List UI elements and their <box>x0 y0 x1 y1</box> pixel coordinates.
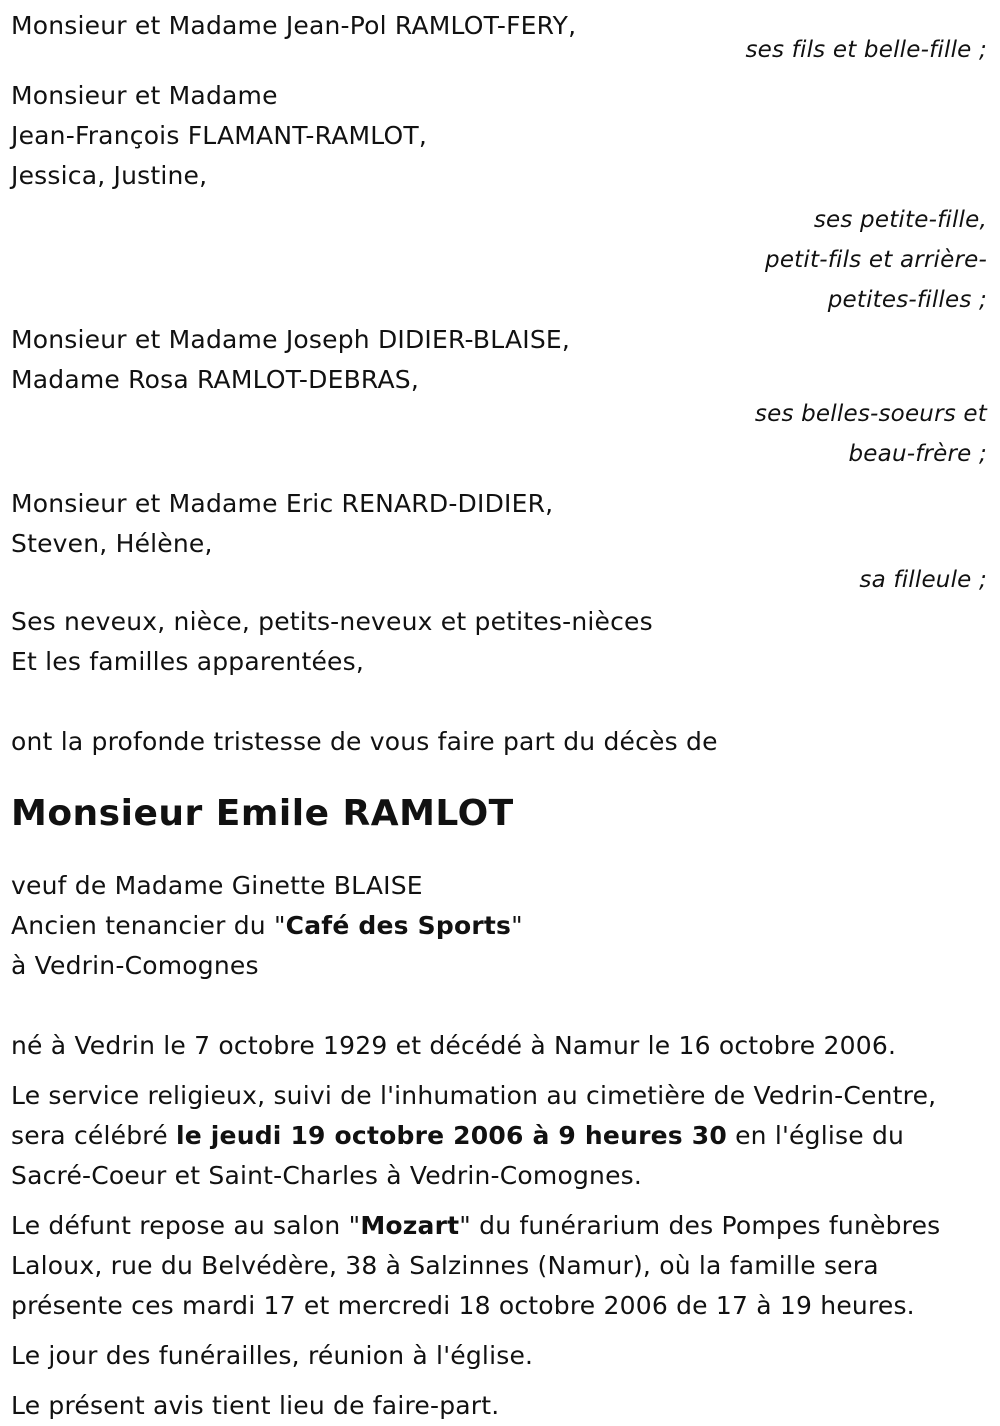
salon-name: Mozart <box>360 1211 460 1240</box>
rest-paragraph: Le défunt repose au salon "Mozart" du funérarium des Pompes funèbres Laloux, rue du Belvédère, 38 à Salzinnes (Namur), où la famille sera présente ces mardi 17 et mercredi 18 octobre 2006 de 17 à 19 heures. <box>11 1211 941 1320</box>
meeting-text: Le jour des funérailles, réunion à l'église. <box>11 1341 534 1370</box>
relation-label: sa filleule ; <box>859 567 987 593</box>
relation-label: ses fils et belle-fille ; <box>745 37 987 63</box>
occupation-line: Ancien tenancier du "Café des Sports" <box>11 911 523 940</box>
location-line: à Vedrin-Comognes <box>11 951 259 980</box>
cafe-name: Café des Sports <box>285 911 512 940</box>
family-line: Monsieur et Madame Joseph DIDIER-BLAISE, <box>11 325 571 354</box>
birth-death-dates: né à Vedrin le 7 octobre 1929 et décédé à Namur le 16 octobre 2006. <box>11 1031 897 1060</box>
announcement-text: ont la profonde tristesse de vous faire part du décès de <box>11 727 718 756</box>
relation-label: beau-frère ; <box>848 441 987 467</box>
family-line: Jean-François FLAMANT-RAMLOT, <box>11 121 428 150</box>
relation-label: ses belles-soeurs et <box>754 401 987 427</box>
family-line: Monsieur et Madame <box>11 81 278 110</box>
service-paragraph: Le service religieux, suivi de l'inhumation au cimetière de Vedrin-Centre, sera célébré le jeudi 19 octobre 2006 à 9 heures 30 en l'église du Sacré-Coeur et Saint-Charles à Vedrin-Comognes. <box>11 1081 937 1190</box>
widow-line: veuf de Madame Ginette BLAISE <box>11 871 423 900</box>
family-group-goddaughter <box>11 484 991 600</box>
family-line: Monsieur et Madame Jean-Pol RAMLOT-FERY, <box>11 11 577 40</box>
family-line: Ses neveux, nièce, petits-neveux et petites-nièces <box>11 607 653 636</box>
obituary-notice <box>11 0 991 1426</box>
family-line: Madame Rosa RAMLOT-DEBRAS, <box>11 365 420 394</box>
family-group-in-laws <box>11 320 991 474</box>
relation-label: petites-filles ; <box>827 287 987 313</box>
relation-label: petit-fils et arrière- <box>765 247 987 273</box>
family-line: Et les familles apparentées, <box>11 647 364 676</box>
family-group-grandchildren <box>11 76 991 320</box>
notice-text: Le présent avis tient lieu de faire-part. <box>11 1391 500 1420</box>
service-datetime: le jeudi 19 octobre 2006 à 9 heures 30 <box>175 1121 727 1150</box>
family-line: Jessica, Justine, <box>11 161 208 190</box>
family-group-relatives <box>11 602 991 682</box>
relation-label: ses petite-fille, <box>813 207 987 233</box>
family-group-sons <box>11 6 991 70</box>
family-line: Steven, Hélène, <box>11 529 213 558</box>
deceased-name: Monsieur Emile RAMLOT <box>11 793 514 834</box>
family-line: Monsieur et Madame Eric RENARD-DIDIER, <box>11 489 554 518</box>
